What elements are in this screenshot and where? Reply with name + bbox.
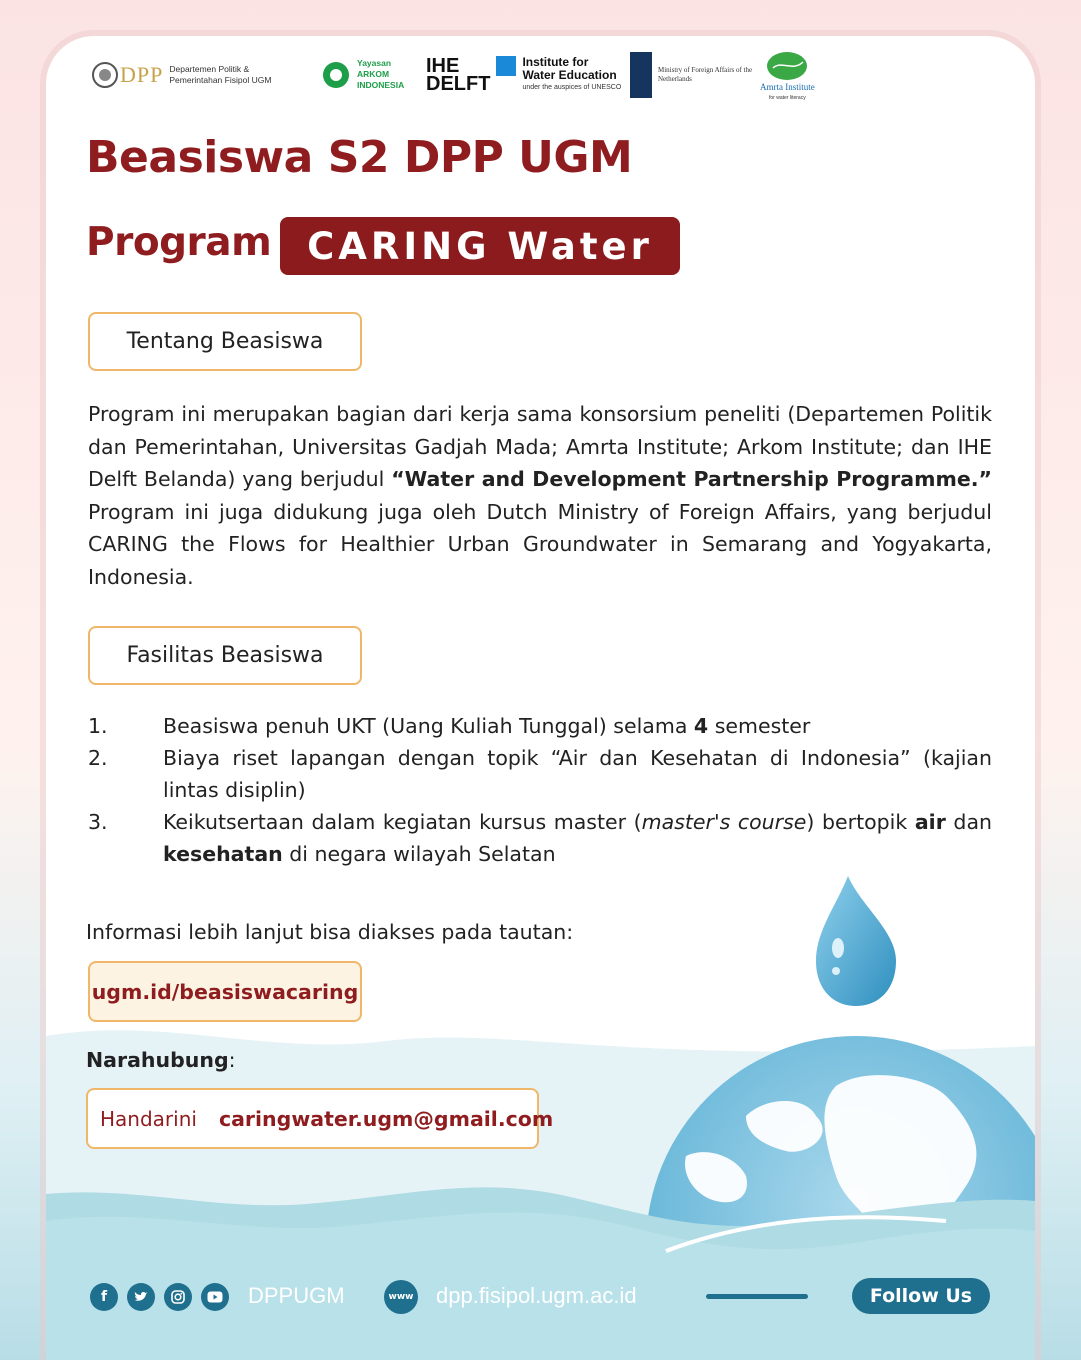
list-text-part: Beasiswa penuh UKT (Uang Kuliah Tunggal) selama bbox=[163, 714, 694, 738]
list-text bbox=[163, 806, 992, 870]
contact-box bbox=[86, 1088, 554, 1149]
divider-line bbox=[706, 1294, 808, 1299]
program-label: Program bbox=[86, 220, 272, 265]
list-text-part: ) bertopik bbox=[806, 810, 915, 834]
arkom-leaf-icon bbox=[320, 59, 352, 91]
arkom-logo-text: Yayasan ARKOM INDONESIA bbox=[357, 58, 405, 90]
amrta-logo bbox=[760, 50, 815, 104]
list-text-bold: kesehatan bbox=[163, 842, 283, 866]
dpp-logo bbox=[90, 60, 271, 90]
list-text-italic: master's course bbox=[641, 810, 807, 834]
list-number: 2. bbox=[88, 746, 108, 770]
youtube-icon[interactable] bbox=[201, 1283, 229, 1311]
contact-email-link[interactable]: caringwater.ugm@gmail.com bbox=[218, 1106, 554, 1131]
list-number: 3. bbox=[88, 810, 108, 834]
ministry-logo bbox=[630, 52, 752, 98]
ministry-logo-text: Ministry of Foreign Affairs of the Netherlands bbox=[658, 66, 753, 83]
water-drop bbox=[816, 876, 896, 1006]
about-text-1: Program ini merupakan bagian dari kerja sama konsorsium peneliti (Departemen Politik dan Pemerintahan, Universitas Gadjah Mada; Amrta Institute; Arkom Institute; dan IHE Delft Belanda) yang berjudul bbox=[88, 402, 992, 491]
about-heading: Tentang Beasiswa bbox=[88, 312, 362, 371]
list-number: 1. bbox=[88, 714, 108, 738]
facilities-list bbox=[88, 710, 992, 870]
ihe-square-icon bbox=[496, 56, 516, 76]
list-text bbox=[163, 710, 992, 742]
about-text-2: Program ini juga didukung juga oleh Dutch Ministry of Foreign Affairs, yang berjudul CARING the Flows for Healthier Urban Groundwater in Semarang and Yogyakarta, Indonesia. bbox=[88, 499, 992, 589]
list-item bbox=[88, 710, 992, 742]
contact-colon: : bbox=[228, 1048, 236, 1072]
list-text: Biaya riset lapangan dengan topik “Air dan Kesehatan di Indonesia” (kajian lintas disiplin) bbox=[163, 746, 992, 802]
facilities-heading: Fasilitas Beasiswa bbox=[88, 626, 362, 685]
list-text-part: semester bbox=[708, 714, 811, 738]
twitter-icon[interactable] bbox=[127, 1283, 155, 1311]
amrta-leaf-icon bbox=[765, 50, 809, 82]
contact-label-text: Narahubung bbox=[86, 1048, 229, 1072]
about-text-bold: “Water and Development Partnership Programme.” bbox=[391, 467, 992, 491]
page-title: Beasiswa S2 DPP UGM bbox=[86, 132, 633, 183]
ihe-wordmark: IHE DELFT bbox=[426, 54, 491, 95]
amrta-logo-sub: for water literacy bbox=[769, 95, 806, 101]
info-text: Informasi lebih lanjut bisa diakses pada tautan: bbox=[86, 920, 574, 944]
contact-label bbox=[86, 1048, 236, 1072]
partner-logos bbox=[90, 56, 990, 126]
amrta-logo-text: Amrta Institute bbox=[760, 82, 815, 92]
list-text-part: di negara wilayah Selatan bbox=[282, 842, 556, 866]
netherlands-crest-icon bbox=[630, 52, 652, 98]
list-text-bold: 4 bbox=[693, 714, 709, 738]
arkom-logo bbox=[320, 58, 404, 91]
website-link[interactable]: dpp.fisipol.ugm.ac.id bbox=[436, 1283, 637, 1308]
footer-bar bbox=[46, 1266, 1035, 1326]
poster-card bbox=[46, 36, 1035, 1360]
follow-us-button[interactable]: Follow Us bbox=[852, 1278, 990, 1314]
list-item bbox=[88, 806, 992, 870]
list-item bbox=[88, 742, 992, 806]
ihe-logo-text: Institute for Water Education bbox=[522, 55, 617, 82]
www-icon: www bbox=[384, 1280, 418, 1314]
about-paragraph bbox=[88, 398, 992, 593]
list-text-part: Keikutsertaan dalam kegiatan kursus master ( bbox=[163, 810, 642, 834]
scholarship-link[interactable]: ugm.id/beasiswacaring bbox=[88, 961, 362, 1022]
list-text-bold: air bbox=[914, 810, 946, 834]
facebook-icon[interactable]: f bbox=[90, 1283, 118, 1311]
social-handle: DPPUGM bbox=[248, 1283, 345, 1308]
instagram-icon[interactable] bbox=[164, 1283, 192, 1311]
list-text-part: dan bbox=[945, 810, 993, 834]
ugm-seal-icon bbox=[90, 60, 120, 90]
ihe-delft-logo bbox=[426, 56, 621, 93]
ihe-logo-sub: under the auspices of UNESCO bbox=[522, 84, 622, 91]
contact-name: Handarini bbox=[100, 1106, 197, 1131]
dpp-wordmark: DPP bbox=[120, 62, 164, 87]
dpp-logo-text: Departemen Politik & Pemerintahan Fisipol UGM bbox=[169, 64, 272, 85]
program-name-badge: CARING Water bbox=[280, 217, 680, 275]
